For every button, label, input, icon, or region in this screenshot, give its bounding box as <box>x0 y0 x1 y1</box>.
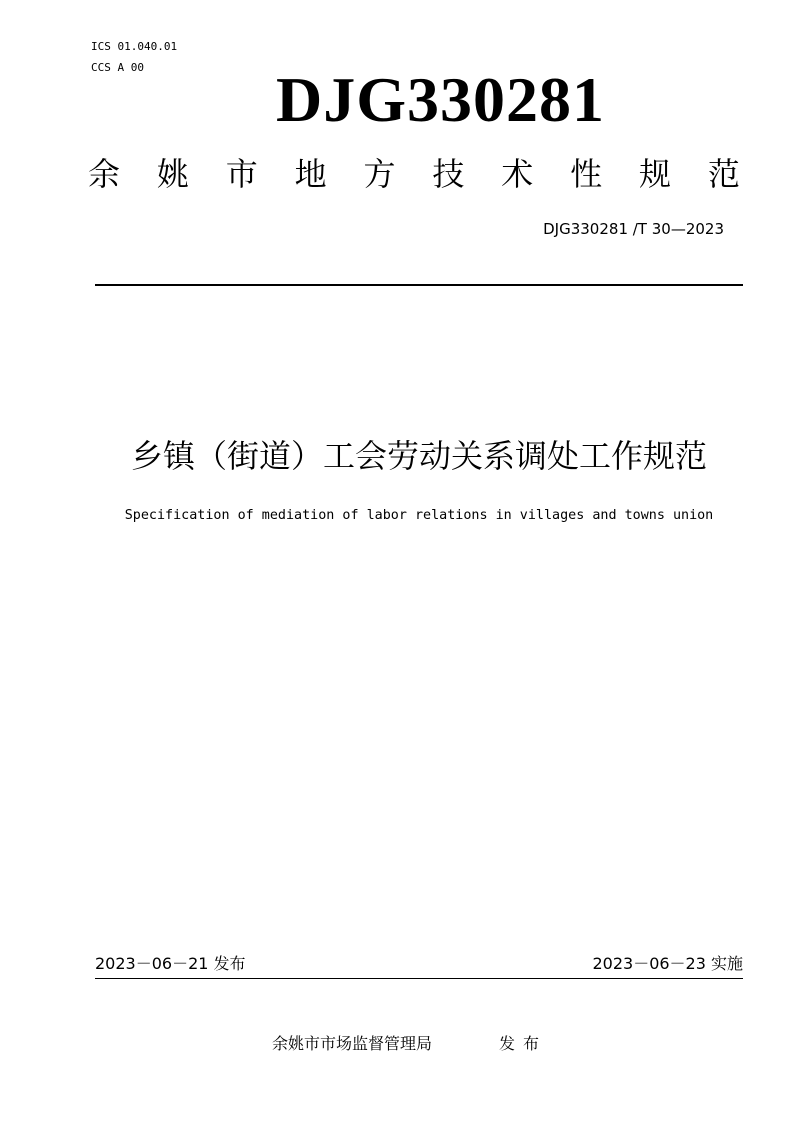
standard-type-char: 性 <box>570 155 603 193</box>
standard-type-char: 术 <box>501 155 534 193</box>
issue-label: 发布 <box>499 1034 548 1053</box>
standard-type-char: 市 <box>225 155 258 193</box>
ccs-code: CCS A 00 <box>91 61 144 74</box>
standard-type-char: 范 <box>707 155 740 193</box>
implementation-date: 2023－06－23 实施 <box>592 954 743 973</box>
standard-code-heading: DJG330281 <box>276 64 605 135</box>
standard-type-heading <box>88 150 740 198</box>
footer-divider <box>95 978 743 979</box>
standard-type-char: 地 <box>294 155 327 193</box>
header-divider <box>95 284 743 286</box>
standard-type-char: 规 <box>639 155 672 193</box>
standard-type-char: 余 <box>88 155 121 193</box>
issue-date: 2023－06－21 发布 <box>95 954 246 973</box>
document-title-chinese: 乡镇（街道）工会劳动关系调处工作规范 <box>130 437 707 475</box>
standard-number: DJG330281 /T 30—2023 <box>543 220 724 238</box>
issuing-authority: 余姚市市场监督管理局 <box>272 1034 433 1053</box>
ics-code: ICS 01.040.01 <box>91 40 178 53</box>
standard-type-char: 方 <box>363 155 396 193</box>
standard-type-char: 技 <box>432 155 465 193</box>
standard-type-char: 姚 <box>156 155 189 193</box>
document-title-english: Specification of mediation of labor relations in villages and towns union <box>124 508 714 523</box>
